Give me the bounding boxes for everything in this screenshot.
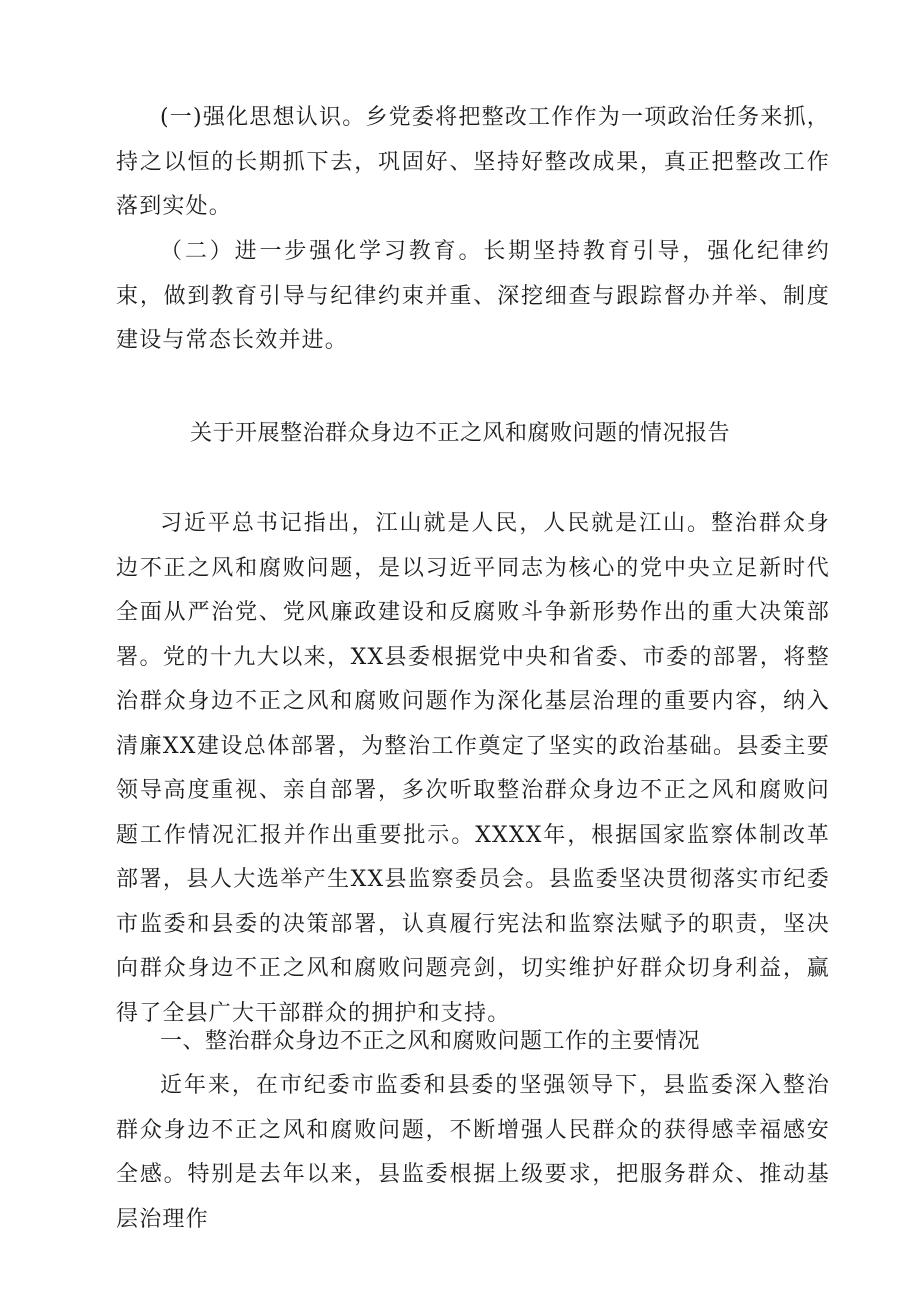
paragraph-text: (一)强化思想认识。乡党委将把整改工作作为一项政治任务来抓，持之以恒的长期抓下去，巩固好、坚持好整改成果，真正把整改工作落到实处。 bbox=[116, 105, 830, 219]
paragraph-text: 习近平总书记指出，江山就是人民，人民就是江山。整治群众身边不正之风和腐败问题，是以习近平同志为核心的党中央立足新时代全面从严治党、党风廉政建设和反腐败斗争新形势作出的重大决策部署。党的十九大以来，XX县委根据党中央和省委、市委的部署，将整治群众身边不正之风和腐败问题作为深化基层治理的重要内容，纳入清廉XX建设总体部署，为整治工作奠定了坚实的政治基础。县委主要领导高度重视、亲自部署，多次听取整治群众身边不正之风和腐败问题工作情况汇报并作出重要批示。XXXX年，根据国家监察体制改革部署，县人大选举产生XX县监察委员会。县监委坚决贯彻落实市纪委市监委和县委的决策部署，认真履行宪法和监察法赋予的职责，坚决向群众身边不正之风和腐败问题亮剑，切实维护好群众切身利益，赢得了全县广大干部群众的拥护和支持。 bbox=[116, 511, 830, 1026]
paragraph-main-situation bbox=[116, 1064, 830, 1242]
section-heading: 一、整治群众身边不正之风和腐败问题工作的主要情况 bbox=[160, 1029, 701, 1054]
paragraph-strengthen-ideology bbox=[116, 96, 830, 230]
document-title: 关于开展整治群众身边不正之风和腐败问题的情况报告 bbox=[189, 421, 730, 446]
paragraph-text: 近年来，在市纪委市监委和县委的坚强领导下，县监委深入整治群众身边不正之风和腐败问题，不断增强人民群众的获得感幸福感安全感。特别是去年以来，县监委根据上级要求，把服务群众、推动基层治理作 bbox=[116, 1073, 830, 1232]
paragraph-text: （二）进一步强化学习教育。长期坚持教育引导，强化纪律约束，做到教育引导与纪律约束并重、深挖细查与跟踪督办并举、制度建设与常态长效并进。 bbox=[116, 239, 830, 353]
paragraph-introduction bbox=[116, 502, 830, 1036]
paragraph-strengthen-education bbox=[116, 230, 830, 364]
